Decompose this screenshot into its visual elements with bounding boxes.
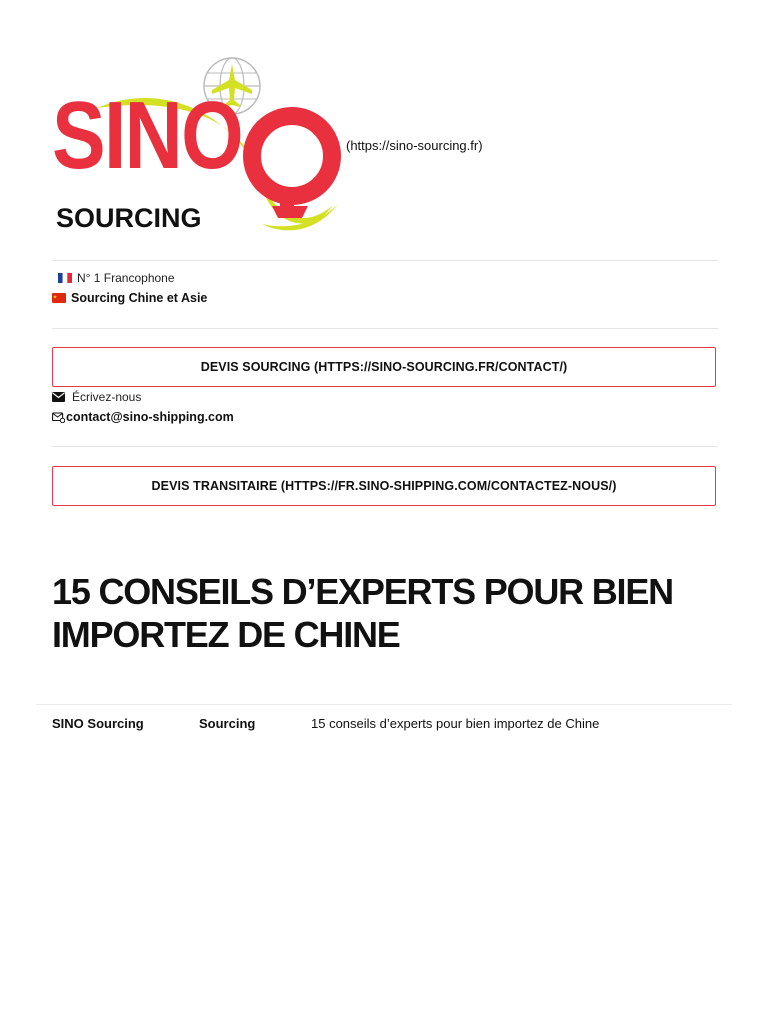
contact-email-row (52, 410, 234, 424)
sourcing-line (52, 291, 207, 305)
envelope-icon (52, 392, 65, 402)
separator (52, 446, 718, 447)
separator (52, 328, 718, 329)
page-title: 15 CONSEILS D’EXPERTS POUR BIEN IMPORTEZ DE CHINE (52, 571, 673, 655)
france-flag-icon (58, 273, 72, 283)
site-url-link[interactable]: (https://sino-sourcing.fr) (346, 138, 483, 153)
separator (52, 260, 718, 261)
devis-sourcing-button[interactable]: DEVIS SOURCING (HTTPS://SINO-SOURCING.FR/CONTACT/) (52, 347, 716, 387)
breadcrumb-separator (36, 704, 732, 705)
sino-sourcing-logo (52, 56, 344, 242)
francophone-line (58, 271, 175, 285)
site-logo[interactable] (52, 56, 344, 242)
contact-email-link[interactable]: contact@sino-shipping.com (66, 410, 234, 424)
envelope-at-icon (52, 412, 65, 423)
breadcrumb-current: 15 conseils d’experts pour bien importez de Chine (311, 716, 600, 731)
devis-transitaire-button[interactable]: DEVIS TRANSITAIRE (HTTPS://FR.SINO-SHIPPING.COM/CONTACTEZ-NOUS/) (52, 466, 716, 506)
breadcrumb-category[interactable]: Sourcing (199, 716, 256, 731)
breadcrumb-home[interactable]: SINO Sourcing (52, 716, 144, 731)
sourcing-text: Sourcing Chine et Asie (71, 291, 208, 305)
china-flag-icon (52, 293, 66, 303)
francophone-text: N° 1 Francophone (77, 271, 175, 285)
svg-text:SOURCING: SOURCING (56, 203, 202, 233)
svg-text:SINO: SINO (52, 82, 242, 189)
contact-label: Écrivez-nous (72, 390, 142, 404)
contact-label-row (52, 390, 141, 404)
